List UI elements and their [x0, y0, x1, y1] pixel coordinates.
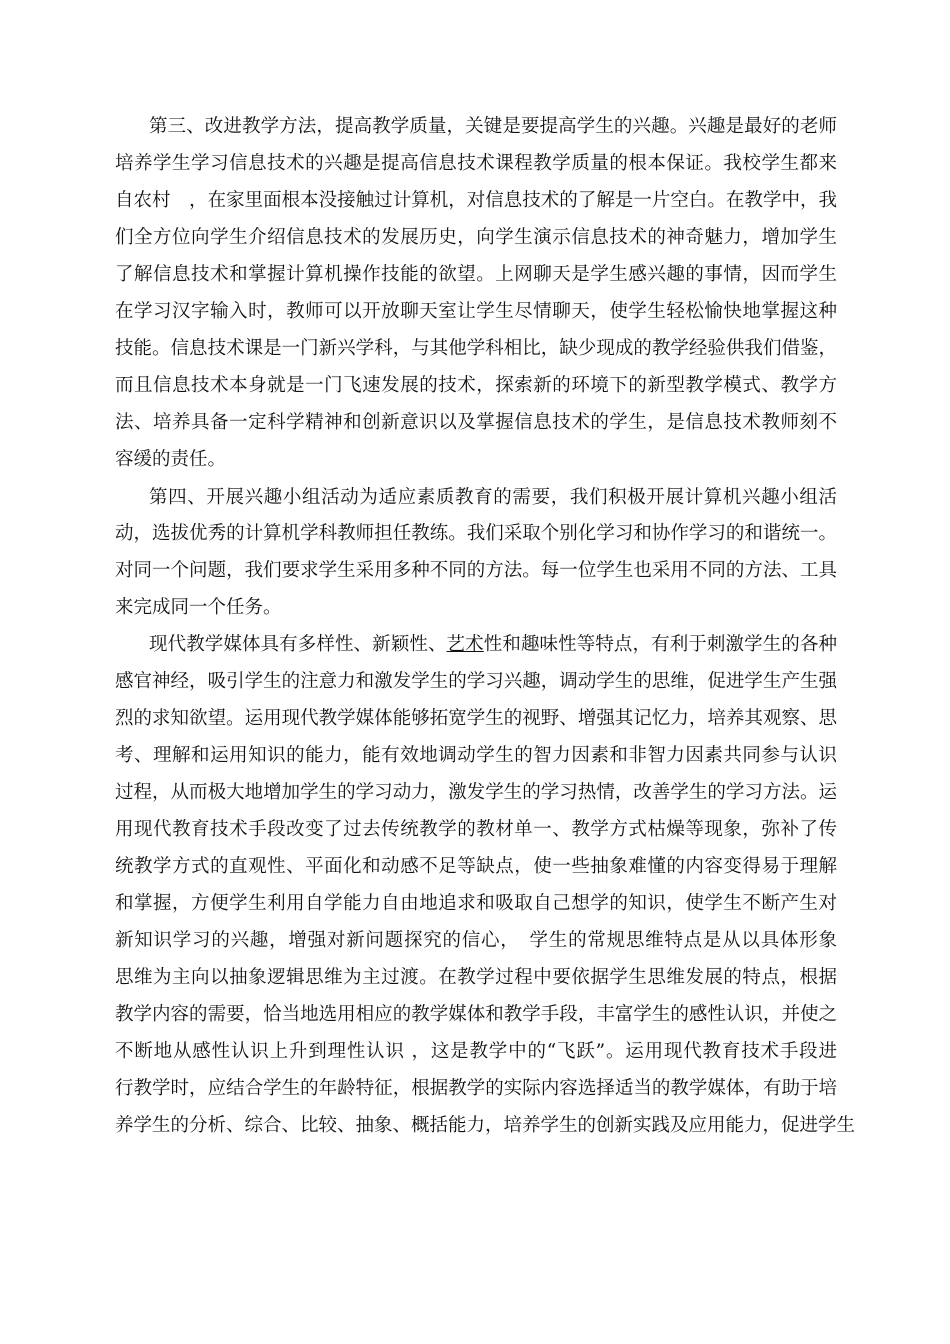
paragraph-line: 第四、开展兴趣小组活动为适应素质教育的需要，我们积极开展计算机兴趣小组活: [149, 487, 837, 508]
paragraph-line: 烈的求知欲望。运用现代教学媒体能够拓宽学生的视野、增强其记忆力，培养其观察、思: [115, 708, 837, 729]
paragraph-line: [149, 630, 837, 660]
paragraph-line: 新知识学习的兴趣，增强对新问题探究的信心， 学生的常规思维特点是从以具体形象: [115, 930, 837, 951]
paragraph-line: 培养学生学习信息技术的兴趣是提高信息技术课程教学质量的根本保证。我校学生都来: [115, 153, 837, 174]
paragraph-line: 容缓的责任。: [115, 449, 227, 470]
paragraph-line: 第三、改进教学方法，提高教学质量，关键是要提高学生的兴趣。兴趣是最好的老师: [149, 116, 837, 137]
paragraph-line: 自农村 ，在家里面根本没接触过计算机，对信息技术的了解是一片空白。在教学中，我: [115, 190, 837, 211]
art-link[interactable]: 艺术: [446, 634, 484, 655]
paragraph-line: 统教学方式的直观性、平面化和动感不足等缺点，使一些抽象难懂的内容变得易于理解: [115, 856, 837, 877]
paragraph-line: 不断地从感性认识上升到理性认识 ，这是教学中的“飞跃”。运用现代教育技术手段进: [115, 1041, 837, 1062]
paragraph-line: 们全方位向学生介绍信息技术的发展历史，向学生演示信息技术的神奇魅力，增加学生: [115, 227, 837, 248]
paragraph-line: 过程，从而极大地增加学生的学习动力，激发学生的学习热情，改善学生的学习方法。运: [115, 782, 837, 803]
paragraph-line: 对同一个问题，我们要求学生采用多种不同的方法。每一位学生也采用不同的方法、工具: [115, 560, 837, 581]
paragraph-line: 和掌握，方便学生利用自学能力自由地追求和吸取自己想学的知识，使学生不断产生对: [115, 893, 837, 914]
text-span: 性和趣味性等特点，有利于刺激学生的各种: [483, 634, 837, 655]
text-span: 现代教学媒体具有多样性、新颖性、: [149, 634, 447, 655]
paragraph-line: 感官神经，吸引学生的注意力和激发学生的学习兴趣，调动学生的思维，促进学生产生强: [115, 671, 837, 692]
paragraph-line: 养学生的分析、综合、比较、抽象、概括能力，培养学生的创新实践及应用能力，促进学生: [115, 1115, 856, 1136]
paragraph-line: 而且信息技术本身就是一门飞速发展的技术，探索新的环境下的新型教学模式、教学方: [115, 375, 837, 396]
paragraph-line: 来完成同一个任务。: [115, 597, 282, 618]
paragraph-line: 考、理解和运用知识的能力，能有效地调动学生的智力因素和非智力因素共同参与认识: [115, 745, 837, 766]
paragraph-line: 动，选拔优秀的计算机学科教师担任教练。我们采取个别化学习和协作学习的和谐统一。: [115, 523, 837, 544]
paragraph-line: 用现代教育技术手段改变了过去传统教学的教材单一、教学方式枯燥等现象，弥补了传: [115, 819, 837, 840]
paragraph-line: 行教学时，应结合学生的年龄特征，根据教学的实际内容选择适当的教学媒体，有助于培: [115, 1078, 837, 1099]
paragraph-line: 在学习汉字输入时，教师可以开放聊天室让学生尽情聊天，使学生轻松愉快地掌握这种: [115, 301, 837, 322]
paragraph-line: 法、培养具备一定科学精神和创新意识以及掌握信息技术的学生，是信息技术教师刻不: [115, 412, 837, 433]
paragraph-line: 技能。信息技术课是一门新兴学科，与其他学科相比，缺少现成的教学经验供我们借鉴，: [115, 338, 837, 359]
paragraph-line: 教学内容的需要，恰当地选用相应的教学媒体和教学手段，丰富学生的感性认识，并使之: [115, 1004, 837, 1025]
paragraph-line: 了解信息技术和掌握计算机操作技能的欲望。上网聊天是学生感兴趣的事情，因而学生: [115, 264, 837, 285]
paragraph-line: 思维为主向以抽象逻辑思维为主过渡。在教学过程中要依据学生思维发展的特点，根据: [115, 967, 837, 988]
